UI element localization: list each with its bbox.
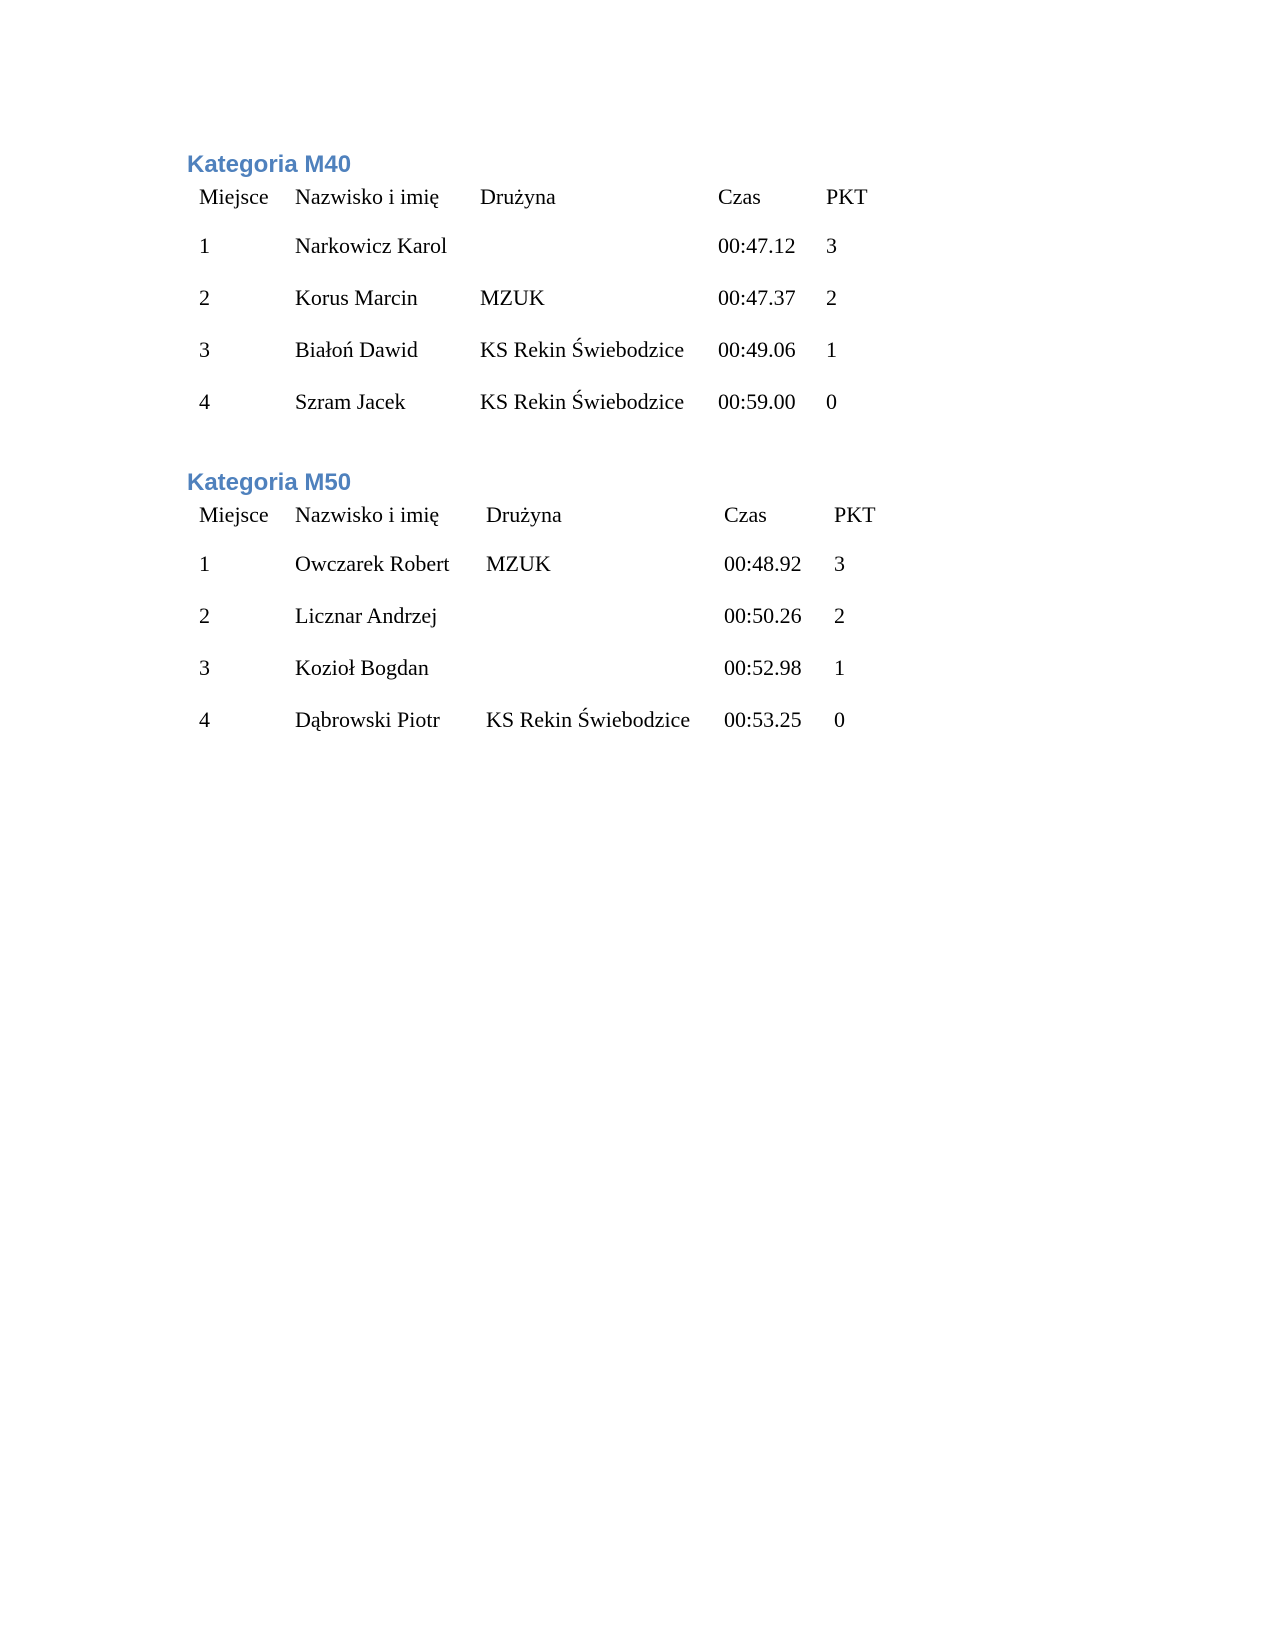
cell-team: KS Rekin Świebodzice: [480, 337, 685, 362]
cell-points: 2: [834, 603, 845, 628]
cell-name: Kozioł Bogdan: [295, 655, 429, 680]
cell-points: 0: [826, 389, 837, 414]
cell-time: 00:53.25: [724, 707, 802, 732]
category-title: Kategoria M50: [187, 469, 352, 496]
cell-team: [480, 590, 718, 642]
cell-team: KS Rekin Świebodzice: [480, 389, 685, 414]
table-row: [193, 590, 888, 642]
cell-time: 00:48.92: [724, 551, 802, 576]
header-place: Miejsce: [199, 502, 269, 527]
cell-name: Dąbrowski Piotr: [295, 707, 440, 732]
cell-name: Szram Jacek: [295, 389, 406, 414]
cell-time: 00:52.98: [724, 655, 802, 680]
cell-time: 00:47.12: [718, 233, 796, 258]
cell-time: 00:49.06: [718, 337, 796, 362]
header-time: Czas: [724, 502, 767, 527]
cell-place: 1: [199, 551, 210, 576]
category-title: Kategoria M40: [187, 151, 352, 178]
results-table: [193, 502, 888, 746]
cell-points: 0: [834, 707, 845, 732]
cell-team: [480, 642, 718, 694]
table-header-row: [193, 502, 888, 538]
cell-place: 4: [199, 389, 210, 414]
table-header-row: [193, 184, 880, 220]
header-name: Nazwisko i imię: [295, 184, 440, 209]
cell-points: 1: [826, 337, 837, 362]
header-place: Miejsce: [199, 184, 269, 209]
header-team: Drużyna: [486, 502, 562, 527]
cell-points: 2: [826, 285, 837, 310]
table-row: [193, 538, 888, 590]
cell-points: 3: [826, 233, 837, 258]
table-row: [193, 324, 880, 376]
cell-team: MZUK: [480, 285, 545, 310]
cell-place: 3: [199, 655, 210, 680]
cell-time: 00:59.00: [718, 389, 796, 414]
cell-place: 4: [199, 707, 210, 732]
header-points: PKT: [826, 184, 868, 209]
cell-name: Owczarek Robert: [295, 551, 450, 576]
category-m50-section: [187, 468, 888, 746]
header-team: Drużyna: [480, 184, 556, 209]
cell-time: 00:47.37: [718, 285, 796, 310]
table-row: [193, 272, 880, 324]
header-time: Czas: [718, 184, 761, 209]
table-row: [193, 220, 880, 272]
cell-name: Narkowicz Karol: [295, 233, 448, 258]
cell-name: Licznar Andrzej: [295, 603, 438, 628]
cell-points: 3: [834, 551, 845, 576]
table-row: [193, 694, 888, 746]
results-table: [193, 184, 880, 428]
cell-name: Białoń Dawid: [295, 337, 418, 362]
header-name: Nazwisko i imię: [295, 502, 440, 527]
cell-team: KS Rekin Świebodzice: [486, 707, 691, 732]
header-points: PKT: [834, 502, 876, 527]
cell-team: MZUK: [486, 551, 551, 576]
cell-place: 1: [199, 233, 210, 258]
cell-points: 1: [834, 655, 845, 680]
table-row: [193, 642, 888, 694]
category-m40-section: [187, 150, 880, 428]
cell-time: 00:50.26: [724, 603, 802, 628]
cell-team: [474, 220, 712, 272]
table-row: [193, 376, 880, 428]
cell-place: 2: [199, 603, 210, 628]
cell-place: 2: [199, 285, 210, 310]
cell-place: 3: [199, 337, 210, 362]
cell-name: Korus Marcin: [295, 285, 418, 310]
